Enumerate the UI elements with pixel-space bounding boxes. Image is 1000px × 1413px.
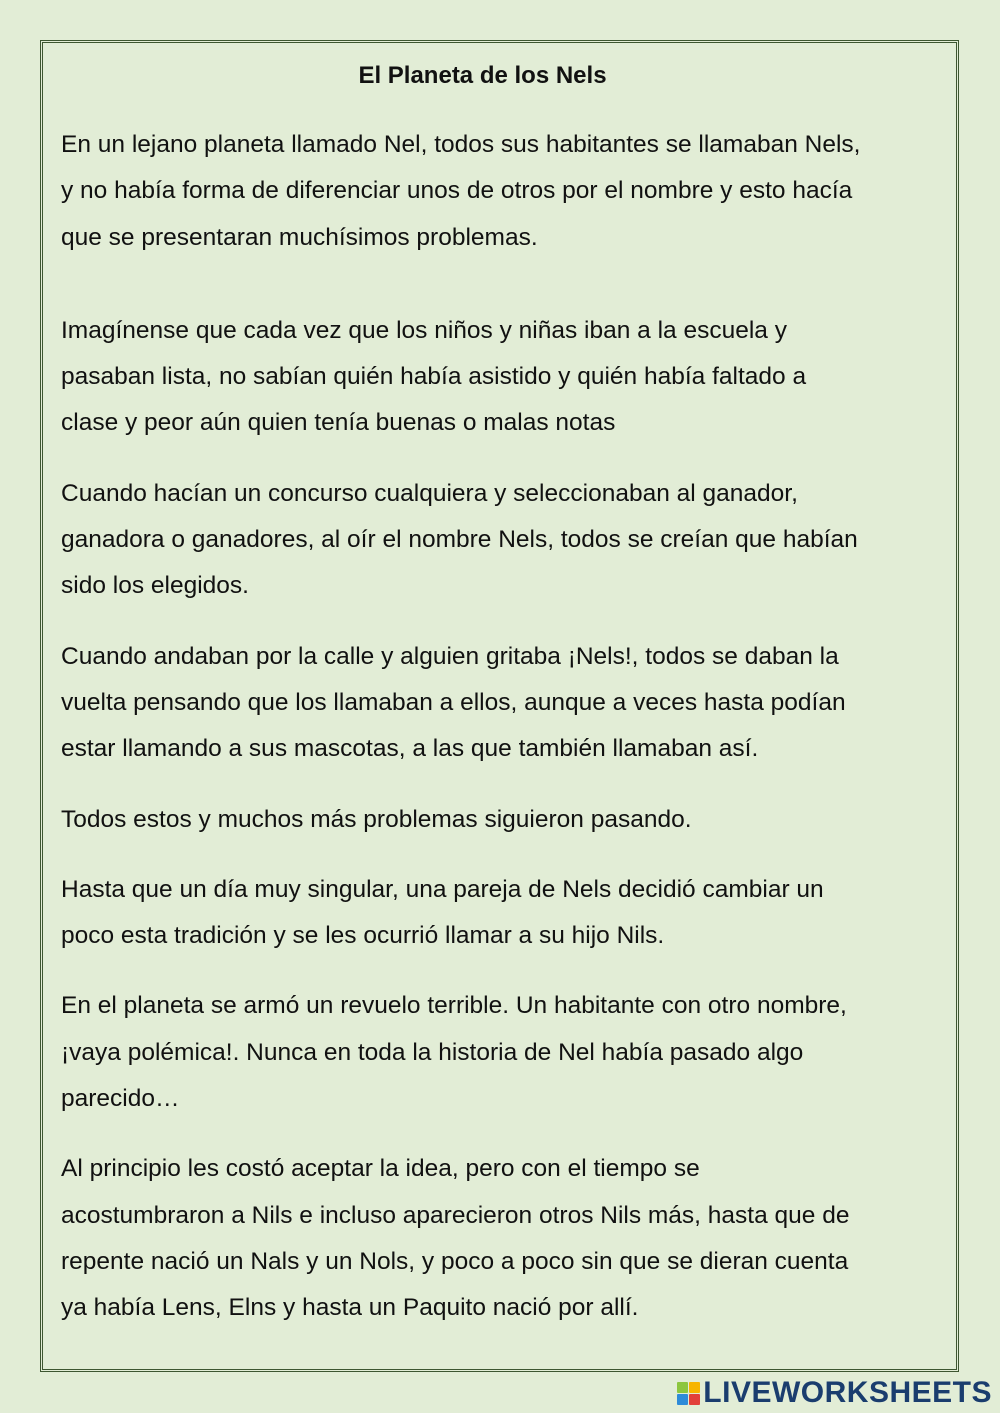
text-line: parecido… (61, 1085, 180, 1113)
document-title: El Planeta de los Nels (358, 62, 607, 89)
paragraph (61, 797, 951, 843)
text-line: Cuando andaban por la calle y alguien gritaba ¡Nels!, todos se daban la (61, 642, 839, 670)
text-line: que se presentaran muchísimos problemas. (61, 223, 538, 251)
text-line: En un lejano planeta llamado Nel, todos sus habitantes se llamaban Nels, (61, 131, 861, 158)
text-line: clase y peor aún quien tenía buenas o malas notas (61, 409, 616, 437)
text-line: vuelta pensando que los llamaban a ellos, aunque a veces hasta podían (61, 688, 846, 716)
text-line: Cuando hacían un concurso cualquiera y seleccionaban al ganador, (61, 479, 798, 507)
text-line: acostumbraron a Nils e incluso aparecieron otros Nils más, hasta que de (61, 1201, 850, 1229)
paragraph (61, 867, 951, 960)
paragraph (61, 634, 951, 773)
text-line: Imagínense que cada vez que los niños y niñas iban a la escuela y (61, 316, 787, 344)
paragraph (61, 1146, 951, 1331)
text-line: Hasta que un día muy singular, una pareja de Nels decidió cambiar un (61, 875, 824, 903)
text-line: ya había Lens, Elns y hasta un Paquito nació por allí. (61, 1294, 639, 1322)
text-line: ganadora o ganadores, al oír el nombre Nels, todos se creían que habían (61, 526, 858, 554)
paragraph (61, 471, 951, 610)
text-line: sido los elegidos. (61, 572, 249, 600)
paragraph (61, 983, 951, 1122)
text-line: En el planeta se armó un revuelo terrible. Un habitante con otro nombre, (61, 992, 847, 1020)
paragraph (61, 308, 951, 447)
text-line: Al principio les costó aceptar la idea, pero con el tiempo se (61, 1155, 700, 1183)
logo-text: LIVEWORKSHEETS (703, 1376, 992, 1409)
paragraph (61, 122, 951, 261)
story-body (61, 122, 951, 1356)
text-line: Todos estos y muchos más problemas siguieron pasando. (61, 805, 692, 833)
text-line: repente nació un Nals y un Nols, y poco a poco sin que se dieran cuenta (61, 1247, 849, 1275)
text-line: pasaban lista, no sabían quién había asistido y quién había faltado a (61, 363, 807, 391)
text-line: ¡vaya polémica!. Nunca en toda la historia de Nel había pasado algo (61, 1038, 804, 1066)
text-line: poco esta tradición y se les ocurrió llamar a su hijo Nils. (61, 922, 665, 950)
text-line: estar llamando a sus mascotas, a las que también llamaban así. (61, 735, 759, 763)
text-line: y no había forma de diferenciar unos de otros por el nombre y esto hacía (61, 177, 853, 205)
logo-mark-icon (677, 1382, 700, 1405)
liveworksheets-logo (677, 1377, 992, 1409)
